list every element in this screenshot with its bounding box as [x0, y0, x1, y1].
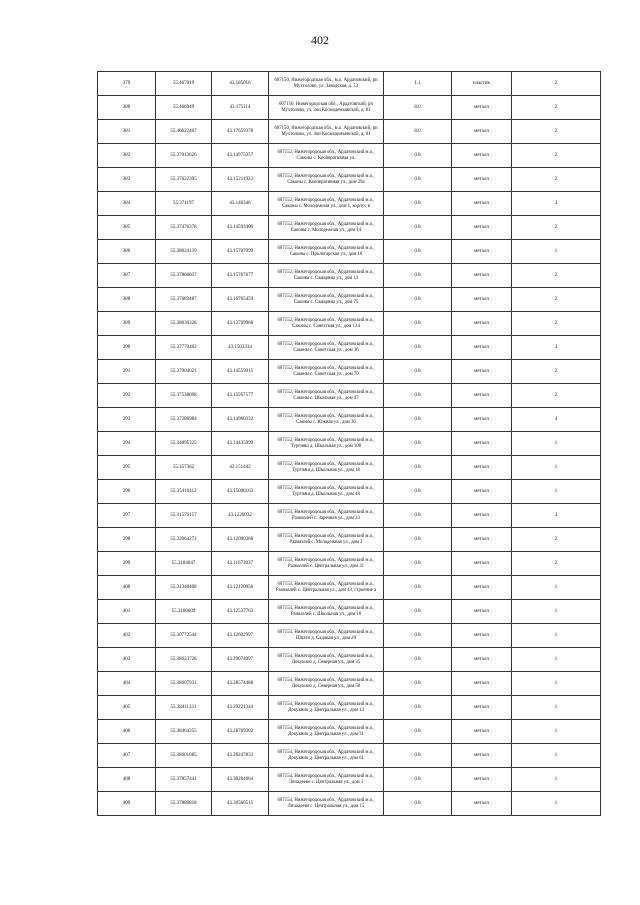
- address-cell: 607154, Нижегородская обл., Ардатовский м.о., Докукино д. Центральная ул., дом 31: [269, 720, 384, 744]
- area-cell: 0.8: [384, 744, 452, 768]
- area-cell: 8.0: [384, 120, 452, 144]
- row-number-cell: 384: [98, 192, 156, 216]
- address-cell: 607154, Нижегородская обл., Ардатовский м.о., Докукино д. Центральная ул., дом 61: [269, 744, 384, 768]
- latitude-cell: 55.38601685: [156, 744, 212, 768]
- material-cell: металл: [452, 672, 512, 696]
- table-row: [98, 528, 601, 552]
- latitude-cell: 55.3180609: [156, 600, 212, 624]
- container-count-cell: 2: [512, 216, 601, 240]
- address-cell: 607152, Нижегородская обл., Ардатовский м.о., Саконы с. Школьная ул., дом 47: [269, 384, 384, 408]
- address-cell: 607153, Нижегородская обл., Ардатовский м.о., Размазлей с. Заречная ул., дом 23: [269, 504, 384, 528]
- container-count-cell: 2: [512, 360, 601, 384]
- area-cell: 0.8: [384, 168, 452, 192]
- row-number-cell: 392: [98, 384, 156, 408]
- address-cell: 607152, Нижегородская обл., Ардатовский м.о., Тургияш д. Школьная ул., дом 18: [269, 456, 384, 480]
- container-count-cell: 2: [512, 168, 601, 192]
- address-cell: 607150, Нижегородская обл., м.о. Ардатовский, рп Мухтолово, ул. Заводская, д. 53: [269, 72, 384, 96]
- material-cell: металл: [452, 288, 512, 312]
- longitude-cell: 43.28247833: [212, 744, 269, 768]
- longitude-cell: 43.28574488: [212, 672, 269, 696]
- container-count-cell: 1: [512, 576, 601, 600]
- row-number-cell: 381: [98, 120, 156, 144]
- area-cell: 0.8: [384, 192, 452, 216]
- page-number: 402: [311, 33, 329, 47]
- longitude-cell: 43.16765459: [212, 288, 269, 312]
- longitude-cell: 43.15211923: [212, 168, 269, 192]
- table-row: [98, 192, 601, 216]
- address-cell: 607152, Нижегородская обл., Ардатовский м.о., Тургияш д. Школьная ул., дом 108: [269, 432, 384, 456]
- row-number-cell: 390: [98, 336, 156, 360]
- longitude-cell: 43.15008163: [212, 480, 269, 504]
- area-cell: 8.0: [384, 96, 452, 120]
- table-row: [98, 456, 601, 480]
- area-cell: 0.8: [384, 312, 452, 336]
- material-cell: металл: [452, 552, 512, 576]
- address-cell: 607152, Нижегородская обл., Ардатовский м.о., Саконы с. Кооперативная ул.: [269, 144, 384, 168]
- table-row: [98, 408, 601, 432]
- address-cell: 607152, Нижегородская обл., Ардатовский м.о., Саконы с. Советская ул., дом 70: [269, 360, 384, 384]
- material-cell: металл: [452, 696, 512, 720]
- row-number-cell: 404: [98, 672, 156, 696]
- latitude-cell: 55.30772544: [156, 624, 212, 648]
- container-count-cell: 1: [512, 240, 601, 264]
- material-cell: металл: [452, 264, 512, 288]
- area-cell: 0.8: [384, 600, 452, 624]
- container-count-cell: 4: [512, 408, 601, 432]
- latitude-cell: 55.37013626: [156, 144, 212, 168]
- row-number-cell: 379: [98, 72, 156, 96]
- row-number-cell: 407: [98, 744, 156, 768]
- table-row: [98, 744, 601, 768]
- table-row: [98, 576, 601, 600]
- table-row: [98, 360, 601, 384]
- table-row: [98, 792, 601, 816]
- area-cell: 0.8: [384, 216, 452, 240]
- container-count-cell: 2: [512, 120, 601, 144]
- container-count-cell: 1: [512, 600, 601, 624]
- latitude-cell: 55.37880818: [156, 792, 212, 816]
- row-number-cell: 409: [98, 792, 156, 816]
- table-row: [98, 336, 601, 360]
- area-cell: 0.8: [384, 336, 452, 360]
- table-row: [98, 96, 601, 120]
- row-number-cell: 386: [98, 240, 156, 264]
- material-cell: металл: [452, 528, 512, 552]
- area-cell: 0.8: [384, 672, 452, 696]
- address-cell: 607154, Нижегородская обл., Ардатовский м.о., Докукино д. Центральная ул., дом 14: [269, 696, 384, 720]
- longitude-cell: 43.15767677: [212, 264, 269, 288]
- table-row: [98, 120, 601, 144]
- longitude-cell: 43.12120056: [212, 576, 269, 600]
- area-cell: 0.8: [384, 408, 452, 432]
- longitude-cell: 43.12537763: [212, 600, 269, 624]
- area-cell: 0.8: [384, 288, 452, 312]
- table-row: [98, 240, 601, 264]
- row-number-cell: 397: [98, 504, 156, 528]
- area-cell: 0.8: [384, 552, 452, 576]
- container-count-cell: 2: [512, 264, 601, 288]
- container-count-cell: 2: [512, 384, 601, 408]
- container-count-cell: 1: [512, 624, 601, 648]
- material-cell: металл: [452, 408, 512, 432]
- longitude-cell: 43.15707999: [212, 240, 269, 264]
- table-row: [98, 432, 601, 456]
- address-cell: 607153, Нижегородская обл., Ардатовский м.о., Размазлей с. Центральная ул., дом 31: [269, 552, 384, 576]
- latitude-cell: 55.35416412: [156, 480, 212, 504]
- material-cell: металл: [452, 792, 512, 816]
- table-row: [98, 720, 601, 744]
- longitude-cell: 43.28769302: [212, 720, 269, 744]
- area-cell: 1.1: [384, 72, 452, 96]
- material-cell: металл: [452, 456, 512, 480]
- address-cell: 607152, Нижегородская обл., Ардатовский м.о., Саконы с. Самарина ул., дом 13: [269, 264, 384, 288]
- area-cell: 0.8: [384, 624, 452, 648]
- longitude-cell: 43.1503334: [212, 336, 269, 360]
- row-number-cell: 391: [98, 360, 156, 384]
- address-cell: 607153, Нижегородская обл., Ардатовский м.о., Размазлей с. Молодежная ул., дом 2: [269, 528, 384, 552]
- material-cell: металл: [452, 168, 512, 192]
- latitude-cell: 55.37904021: [156, 360, 212, 384]
- latitude-cell: 55.37860037: [156, 264, 212, 288]
- material-cell: металл: [452, 744, 512, 768]
- container-count-cell: 3: [512, 504, 601, 528]
- row-number-cell: 383: [98, 168, 156, 192]
- area-cell: 0.8: [384, 504, 452, 528]
- longitude-cell: 43.30560515: [212, 792, 269, 816]
- row-number-cell: 389: [98, 312, 156, 336]
- material-cell: металл: [452, 120, 512, 144]
- latitude-cell: 55.37538698: [156, 384, 212, 408]
- container-count-cell: 1: [512, 480, 601, 504]
- area-cell: 0.8: [384, 528, 452, 552]
- container-count-cell: 1: [512, 768, 601, 792]
- container-count-cell: 1: [512, 792, 601, 816]
- row-number-cell: 401: [98, 600, 156, 624]
- latitude-cell: 55.34895325: [156, 432, 212, 456]
- table-row: [98, 768, 601, 792]
- latitude-cell: 55.37770462: [156, 336, 212, 360]
- table-row: [98, 672, 601, 696]
- material-cell: металл: [452, 720, 512, 744]
- container-count-cell: 1: [512, 432, 601, 456]
- material-cell: металл: [452, 312, 512, 336]
- latitude-cell: 55.38623728: [156, 648, 212, 672]
- table-row: [98, 624, 601, 648]
- latitude-cell: 55.38464355: [156, 720, 212, 744]
- table-row: [98, 216, 601, 240]
- address-cell: 607152, Нижегородская обл., Ардатовский м.о., Саконы с. Молодежная ул., дом 1, корпус в: [269, 192, 384, 216]
- material-cell: металл: [452, 384, 512, 408]
- latitude-cell: 55.3184647: [156, 552, 212, 576]
- table-row: [98, 312, 601, 336]
- address-cell: 607150, Нижегородская обл., Ардатовский, рп Мухтолово, ул. Зои Космодемьянской, д. 81: [269, 96, 384, 120]
- container-count-cell: 2: [512, 288, 601, 312]
- area-cell: 0.8: [384, 384, 452, 408]
- row-number-cell: 405: [98, 696, 156, 720]
- material-cell: металл: [452, 624, 512, 648]
- latitude-cell: 55.31340408: [156, 576, 212, 600]
- area-cell: 0.8: [384, 240, 452, 264]
- latitude-cell: 55.37622395: [156, 168, 212, 192]
- row-number-cell: 394: [98, 432, 156, 456]
- area-cell: 0.8: [384, 720, 452, 744]
- area-cell: 0.8: [384, 360, 452, 384]
- row-number-cell: 403: [98, 648, 156, 672]
- container-count-cell: 1: [512, 720, 601, 744]
- address-cell: 607154, Нижегородская обл., Ардатовский м.о., Личадеево с. Центральная ул., дом 15: [269, 792, 384, 816]
- row-number-cell: 380: [98, 96, 156, 120]
- longitude-cell: 43.12090368: [212, 528, 269, 552]
- container-count-cell: 2: [512, 72, 601, 96]
- material-cell: металл: [452, 240, 512, 264]
- area-cell: 0.8: [384, 768, 452, 792]
- material-cell: металл: [452, 480, 512, 504]
- row-number-cell: 406: [98, 720, 156, 744]
- latitude-cell: 55.37470378: [156, 216, 212, 240]
- address-cell: 607152, Нижегородская обл., Ардатовский м.о., Саконы с. Советская ул., дом 16: [269, 336, 384, 360]
- latitude-cell: 55.38607931: [156, 672, 212, 696]
- row-number-cell: 398: [98, 528, 156, 552]
- table-row: [98, 384, 601, 408]
- container-count-cell: 1: [512, 648, 601, 672]
- container-count-cell: 2: [512, 312, 601, 336]
- material-cell: металл: [452, 96, 512, 120]
- address-cell: 607154, Нижегородская обл., Ардатовский м.о., Личадеево с. Центральная ул., дом 1: [269, 768, 384, 792]
- latitude-cell: 55.37683487: [156, 288, 212, 312]
- material-cell: металл: [452, 336, 512, 360]
- container-count-cell: 1: [512, 672, 601, 696]
- longitude-cell: 43.13769968: [212, 312, 269, 336]
- longitude-cell: 43.15957577: [212, 384, 269, 408]
- table-row: [98, 168, 601, 192]
- address-cell: 607152, Нижегородская обл., Ардатовский м.о., Саконы с. Самарина ул., дом 75: [269, 288, 384, 312]
- longitude-cell: 43.175114: [212, 96, 269, 120]
- area-cell: 0.8: [384, 648, 452, 672]
- address-cell: 607150, Нижегородская обл., м.о. Ардатовский, рп Мухтолово, ул. Зои Космодемьянской, д. 81: [269, 120, 384, 144]
- area-cell: 0.8: [384, 456, 452, 480]
- address-cell: 607152, Нижегородская обл., Ардатовский м.о., Саконы с. Молодежная ул., дом 14: [269, 216, 384, 240]
- address-cell: 607152, Нижегородская обл., Ардатовский м.о., Саконы с. Советская ул., дом 134: [269, 312, 384, 336]
- longitude-cell: 43.14435999: [212, 432, 269, 456]
- material-cell: металл: [452, 216, 512, 240]
- row-number-cell: 408: [98, 768, 156, 792]
- latitude-cell: 55.467019: [156, 72, 212, 96]
- area-cell: 0.8: [384, 264, 452, 288]
- table-row: [98, 600, 601, 624]
- material-cell: металл: [452, 600, 512, 624]
- longitude-cell: 43.151442: [212, 456, 269, 480]
- area-cell: 0.8: [384, 792, 452, 816]
- table-row: [98, 144, 601, 168]
- address-cell: 607154, Нижегородская обл., Ардатовский м.о., Докукино д. Северная ул., дом 35: [269, 648, 384, 672]
- material-cell: пластик: [452, 72, 512, 96]
- area-cell: 0.8: [384, 480, 452, 504]
- address-cell: 607153, Нижегородская обл., Ардатовский м.о., Размазлей с. Школьная ул., дом 18: [269, 600, 384, 624]
- row-number-cell: 388: [98, 288, 156, 312]
- longitude-cell: 43.29221344: [212, 696, 269, 720]
- area-cell: 0.8: [384, 144, 452, 168]
- longitude-cell: 43.14960332: [212, 408, 269, 432]
- latitude-cell: 55.466949: [156, 96, 212, 120]
- container-count-cell: 2: [512, 528, 601, 552]
- longitude-cell: 43.14975357: [212, 144, 269, 168]
- container-count-cell: 2: [512, 96, 601, 120]
- material-cell: металл: [452, 504, 512, 528]
- table-row: [98, 648, 601, 672]
- row-number-cell: 396: [98, 480, 156, 504]
- address-cell: 607153, Нижегородская обл., Ардатовский м.о., Шпати д. Садовая ул., дом 20: [269, 624, 384, 648]
- container-count-cell: 2: [512, 552, 601, 576]
- address-cell: 607152, Нижегородская обл., Ардатовский м.о., Саконы с. Пролетарская ул., дом 10: [269, 240, 384, 264]
- table-row: [98, 552, 601, 576]
- area-cell: 0.8: [384, 432, 452, 456]
- latitude-cell: 55.371197: [156, 192, 212, 216]
- area-cell: 0.8: [384, 696, 452, 720]
- row-number-cell: 395: [98, 456, 156, 480]
- material-cell: металл: [452, 576, 512, 600]
- latitude-cell: 55.46622467: [156, 120, 212, 144]
- table-row: [98, 696, 601, 720]
- latitude-cell: 55.38039328: [156, 312, 212, 336]
- longitude-cell: 43.17659378: [212, 120, 269, 144]
- latitude-cell: 55.38024139: [156, 240, 212, 264]
- material-cell: металл: [452, 144, 512, 168]
- container-count-cell: 1: [512, 744, 601, 768]
- row-number-cell: 387: [98, 264, 156, 288]
- container-count-cell: 1: [512, 456, 601, 480]
- address-cell: 607154, Нижегородская обл., Ардатовский м.о., Докукино д. Северная ул., дом 50: [269, 672, 384, 696]
- latitude-cell: 55.32064272: [156, 528, 212, 552]
- longitude-cell: 43.12602997: [212, 624, 269, 648]
- table-body: [98, 72, 601, 816]
- longitude-cell: 43.185016: [212, 72, 269, 96]
- material-cell: металл: [452, 432, 512, 456]
- row-number-cell: 402: [98, 624, 156, 648]
- latitude-cell: 55.37286984: [156, 408, 212, 432]
- container-sites-table: [97, 71, 601, 816]
- material-cell: металл: [452, 360, 512, 384]
- material-cell: металл: [452, 768, 512, 792]
- address-cell: 607152, Нижегородская обл., Ардатовский м.о., Тургияш д. Школьная ул., дом 48: [269, 480, 384, 504]
- latitude-cell: 55.31576157: [156, 504, 212, 528]
- table-row: [98, 504, 601, 528]
- row-number-cell: 393: [98, 408, 156, 432]
- longitude-cell: 43.30284664: [212, 768, 269, 792]
- address-cell: 607153, Нижегородская обл., Ардатовский м.о., Размазлей с. Центральная ул., дом 43, строение а: [269, 576, 384, 600]
- latitude-cell: 55.357362: [156, 456, 212, 480]
- longitude-cell: 43.14593406: [212, 216, 269, 240]
- longitude-cell: 43.14559015: [212, 360, 269, 384]
- longitude-cell: 43.1220032: [212, 504, 269, 528]
- container-count-cell: 2: [512, 144, 601, 168]
- table-row: [98, 264, 601, 288]
- container-count-cell: 3: [512, 192, 601, 216]
- address-cell: 607152, Нижегородская обл., Ардатовский м.о., Саконы с. Кооперативная ул., дом 29а: [269, 168, 384, 192]
- address-cell: 607152, Нижегородская обл., Ардатовский м.о., Саконы с. Южная ул., дом 36: [269, 408, 384, 432]
- table-row: [98, 288, 601, 312]
- latitude-cell: 55.38411331: [156, 696, 212, 720]
- material-cell: металл: [452, 648, 512, 672]
- container-count-cell: 1: [512, 696, 601, 720]
- area-cell: 0.8: [384, 576, 452, 600]
- longitude-cell: 43.11673037: [212, 552, 269, 576]
- material-cell: металл: [452, 192, 512, 216]
- longitude-cell: 43.146346: [212, 192, 269, 216]
- latitude-cell: 55.37857441: [156, 768, 212, 792]
- table-row: [98, 72, 601, 96]
- row-number-cell: 382: [98, 144, 156, 168]
- longitude-cell: 43.29074097: [212, 648, 269, 672]
- row-number-cell: 385: [98, 216, 156, 240]
- container-count-cell: 3: [512, 336, 601, 360]
- table-row: [98, 480, 601, 504]
- row-number-cell: 400: [98, 576, 156, 600]
- row-number-cell: 399: [98, 552, 156, 576]
